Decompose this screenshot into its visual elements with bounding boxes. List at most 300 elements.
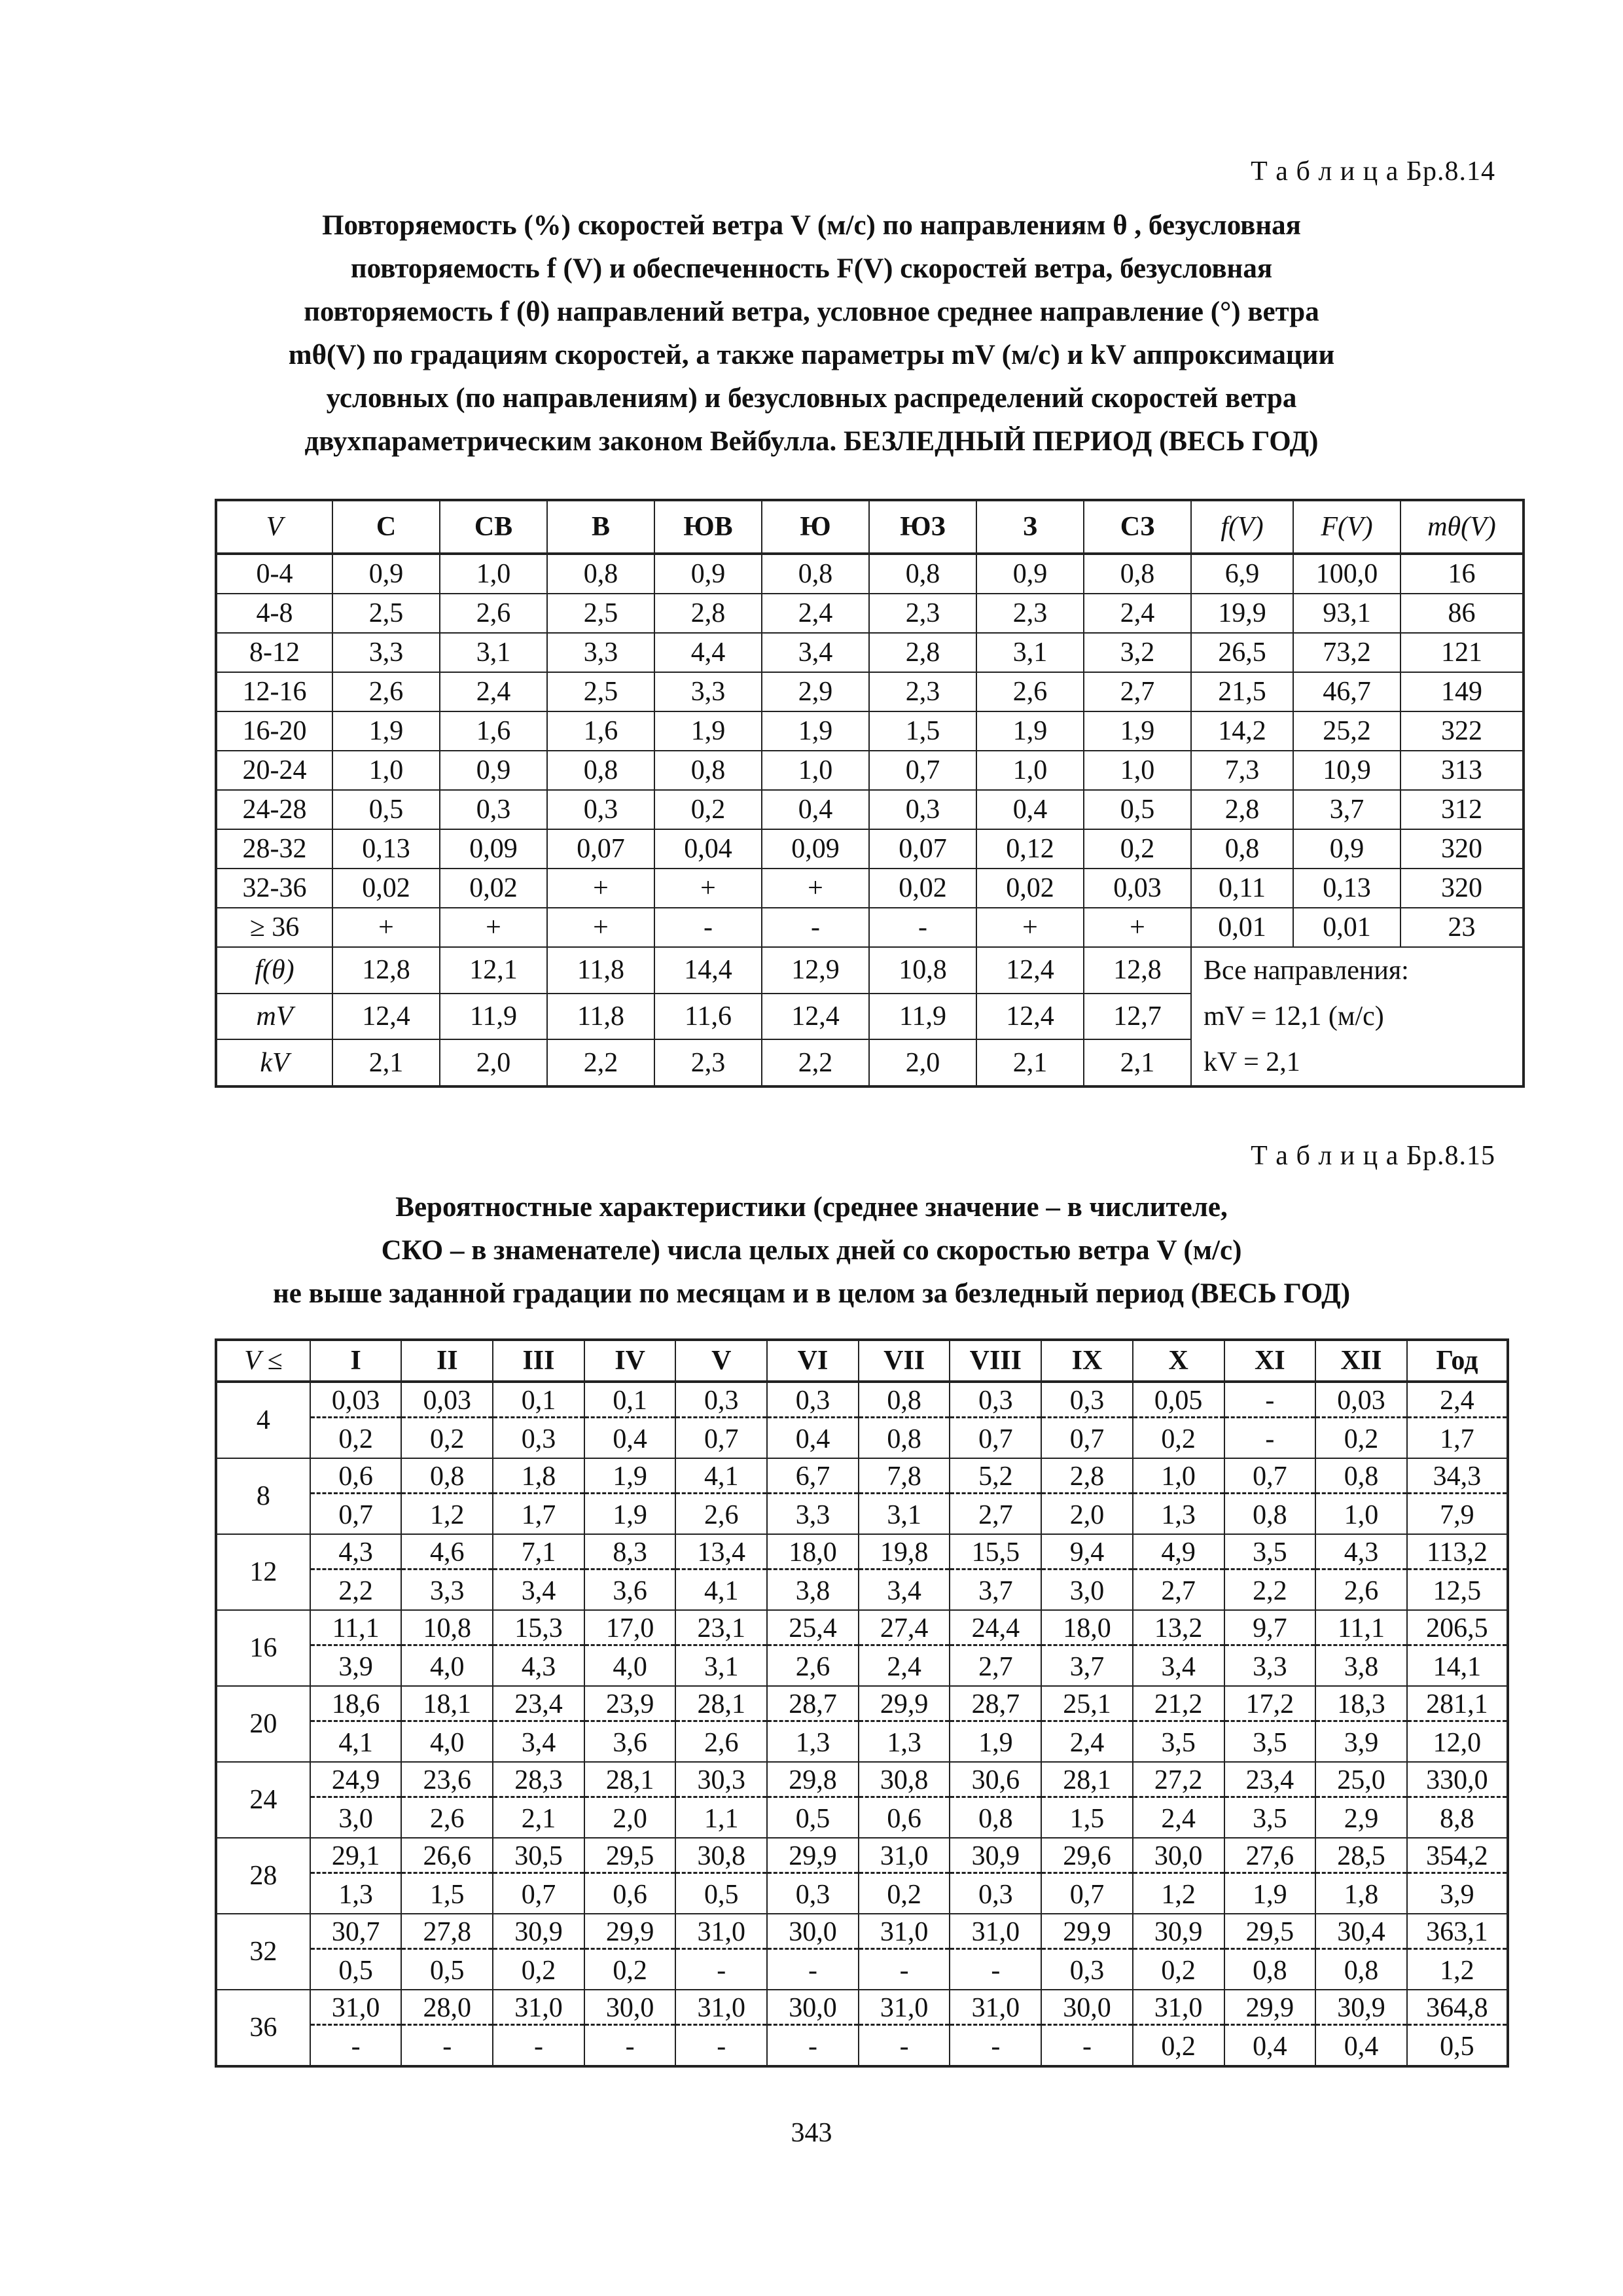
mean-value: 28,5	[1316, 1840, 1406, 1874]
mean-value: 30,7	[311, 1916, 401, 1950]
sd-cell: 0,5	[767, 1800, 859, 1838]
mean-value: 27,4	[859, 1613, 950, 1646]
mean-cell	[950, 1686, 1041, 1724]
sd-cell: 3,8	[767, 1572, 859, 1610]
mean-value: 19,8	[859, 1537, 950, 1570]
sd-cell: 0,2	[859, 1876, 950, 1914]
mean-cell	[493, 1458, 584, 1496]
mean-value: 5,2	[950, 1461, 1041, 1494]
sd-row	[216, 1952, 1508, 1990]
sd-cell: -	[675, 1952, 767, 1990]
table-cell: 1,9	[1084, 711, 1191, 751]
summary-row-header: mV	[216, 994, 332, 1040]
mean-value: 11,1	[311, 1613, 401, 1646]
mean-value: 0,1	[585, 1385, 675, 1418]
mean-cell	[1224, 1382, 1316, 1420]
table-cell: 121	[1400, 633, 1524, 672]
table-cell: 11,8	[547, 994, 654, 1040]
table-cell: 1,9	[976, 711, 1084, 751]
mean-value: 23,1	[676, 1613, 766, 1646]
sd-row	[216, 1420, 1508, 1458]
table-cell: 32-36	[216, 869, 332, 908]
mean-value: 0,8	[1316, 1461, 1406, 1494]
sd-cell: 0,6	[859, 1800, 950, 1838]
mean-cell	[1224, 1762, 1316, 1800]
mean-value: 29,9	[585, 1916, 675, 1950]
caption-line: условных (по направлениям) и безусловных распределений скоростей ветра	[326, 383, 1297, 414]
caption-line: СКО – в знаменателе) числа целых дней со скоростью ветра V (м/с)	[381, 1235, 1242, 1266]
table-cell: 1,6	[547, 711, 654, 751]
mean-value: 30,0	[1042, 1992, 1132, 2026]
table-cell: 0,8	[869, 554, 976, 594]
table-cell: 0,01	[1293, 908, 1400, 947]
sd-cell: 0,7	[950, 1420, 1041, 1458]
speed-cell: 28	[216, 1838, 310, 1914]
mean-value: 4,1	[676, 1461, 766, 1494]
table-cell: 12,4	[332, 994, 440, 1040]
table-cell: 23	[1400, 908, 1524, 947]
mean-row	[216, 1686, 1508, 1724]
mean-value: 29,9	[768, 1840, 858, 1874]
sd-cell: 2,2	[310, 1572, 402, 1610]
table-cell: 322	[1400, 711, 1524, 751]
table-cell: 46,7	[1293, 672, 1400, 711]
table-cell: 3,1	[440, 633, 547, 672]
sd-cell: 1,3	[859, 1724, 950, 1762]
mean-value: 17,2	[1225, 1689, 1315, 1722]
table-cell: 12,9	[762, 947, 869, 994]
speed-cell: 12	[216, 1534, 310, 1610]
mean-cell	[859, 1534, 950, 1572]
mean-cell	[584, 1534, 676, 1572]
table-cell: 2,6	[332, 672, 440, 711]
sd-cell: 3,4	[859, 1572, 950, 1610]
table-cell: 12,1	[440, 947, 547, 994]
mean-row	[216, 1534, 1508, 1572]
sd-cell: 0,3	[767, 1876, 859, 1914]
table-cell: 16	[1400, 554, 1524, 594]
sd-cell: 0,2	[310, 1420, 402, 1458]
column-header: IV	[584, 1340, 676, 1382]
column-header: VII	[859, 1340, 950, 1382]
mean-value: 4,9	[1133, 1537, 1224, 1570]
table-cell: 2,3	[869, 594, 976, 633]
mean-value: -	[1225, 1385, 1315, 1418]
mean-cell	[675, 1838, 767, 1876]
mean-cell	[859, 1990, 950, 2028]
table-cell: +	[547, 908, 654, 947]
mean-value: 31,0	[311, 1992, 401, 2026]
mean-value: 0,3	[1042, 1385, 1132, 1418]
mean-cell	[584, 1914, 676, 1952]
table-cell: 0,2	[1084, 829, 1191, 869]
mean-row	[216, 1382, 1508, 1420]
mean-cell	[1224, 1458, 1316, 1496]
mean-value: 27,8	[402, 1916, 492, 1950]
table-cell: 0,9	[654, 554, 762, 594]
mean-value: 11,1	[1316, 1613, 1406, 1646]
table-cell: 0,04	[654, 829, 762, 869]
mean-value: 17,0	[585, 1613, 675, 1646]
mean-value: 30,8	[676, 1840, 766, 1874]
sd-row	[216, 1724, 1508, 1762]
table-cell: 0,3	[440, 790, 547, 829]
sd-cell: 0,7	[1041, 1876, 1133, 1914]
mean-value: 25,0	[1316, 1765, 1406, 1798]
sd-cell: 0,4	[767, 1420, 859, 1458]
table-cell: 100,0	[1293, 554, 1400, 594]
column-header: III	[493, 1340, 584, 1382]
table-cell: 0,4	[762, 790, 869, 829]
table-row	[216, 869, 1524, 908]
table-cell: 0,7	[869, 751, 976, 790]
sd-cell: 2,9	[1315, 1800, 1407, 1838]
table-cell: 1,0	[976, 751, 1084, 790]
caption-line: mθ(V) по градациям скоростей, а также параметры mV (м/с) и kV аппроксимации	[288, 340, 1335, 370]
table-cell: 1,0	[762, 751, 869, 790]
mean-cell	[675, 1990, 767, 2028]
table-cell: 28-32	[216, 829, 332, 869]
column-header: V	[216, 500, 332, 554]
table-cell: 10,8	[869, 947, 976, 994]
table-cell: 10,9	[1293, 751, 1400, 790]
table-cell: 0,8	[547, 554, 654, 594]
mean-value: 30,9	[1133, 1916, 1224, 1950]
sd-cell: 4,0	[584, 1648, 676, 1686]
sd-cell: -	[1041, 2028, 1133, 2066]
table-cell: 3,3	[547, 633, 654, 672]
mean-value: 30,0	[1133, 1840, 1224, 1874]
column-header: VIII	[950, 1340, 1041, 1382]
caption-line: не выше заданной градации по месяцам и в целом за безледный период (ВЕСЬ ГОД)	[272, 1278, 1351, 1309]
mean-value: 4,3	[1316, 1537, 1406, 1570]
mean-cell	[401, 1762, 493, 1800]
mean-cell	[1041, 1610, 1133, 1648]
table-cell: 1,9	[762, 711, 869, 751]
mean-value: 30,3	[676, 1765, 766, 1798]
table-cell: 12-16	[216, 672, 332, 711]
table-cell: 0,11	[1191, 869, 1293, 908]
mean-value: 30,8	[859, 1765, 950, 1798]
mean-value: 1,8	[493, 1461, 584, 1494]
sd-cell: 1,7	[1407, 1420, 1508, 1458]
mean-cell	[950, 1762, 1041, 1800]
sd-cell: 0,8	[1224, 1952, 1316, 1990]
mean-cell	[310, 1762, 402, 1800]
all-directions-note	[1191, 947, 1524, 1086]
speed-cell: 24	[216, 1762, 310, 1838]
mean-value: 30,0	[768, 1992, 858, 2026]
table-cell: 73,2	[1293, 633, 1400, 672]
mean-cell	[950, 1610, 1041, 1648]
sd-cell: 3,1	[859, 1496, 950, 1534]
sd-cell: 0,2	[1133, 2028, 1224, 2066]
mean-value: 21,2	[1133, 1689, 1224, 1722]
table-cell: 0,8	[1084, 554, 1191, 594]
table-cell: 93,1	[1293, 594, 1400, 633]
table-row	[216, 751, 1524, 790]
mean-cell	[584, 1610, 676, 1648]
table-cell: 2,3	[869, 672, 976, 711]
mean-value: 28,7	[768, 1689, 858, 1722]
sd-cell: -	[950, 2028, 1041, 2066]
table-cell: +	[976, 908, 1084, 947]
mean-value: 18,1	[402, 1689, 492, 1722]
column-header: З	[976, 500, 1084, 554]
table-cell: 14,4	[654, 947, 762, 994]
mean-cell	[1315, 1838, 1407, 1876]
mean-value: 15,5	[950, 1537, 1041, 1570]
mean-cell	[675, 1534, 767, 1572]
column-header: F(V)	[1293, 500, 1400, 554]
mean-cell	[1224, 1990, 1316, 2028]
sd-row	[216, 1648, 1508, 1686]
table-14-label: Т а б л и ц а Бр.8.14	[1251, 156, 1495, 187]
table-cell: 0,8	[547, 751, 654, 790]
mean-value: 0,1	[493, 1385, 584, 1418]
table-cell: 2,8	[654, 594, 762, 633]
sd-cell: 0,5	[310, 1952, 402, 1990]
table-cell: 2,1	[332, 1039, 440, 1086]
table-row	[216, 672, 1524, 711]
mean-value: 8,3	[585, 1537, 675, 1570]
mean-value: 206,5	[1408, 1613, 1507, 1646]
table-cell: 2,5	[332, 594, 440, 633]
table-cell: 24-28	[216, 790, 332, 829]
table-cell: +	[332, 908, 440, 947]
sd-cell: 4,0	[401, 1648, 493, 1686]
mean-cell	[1407, 1914, 1508, 1952]
caption-line: Вероятностные характеристики (среднее значение – в числителе,	[395, 1192, 1228, 1223]
sd-cell: 3,9	[310, 1648, 402, 1686]
mean-cell	[767, 1914, 859, 1952]
sd-cell: 2,0	[1041, 1496, 1133, 1534]
sd-cell: 0,3	[1041, 1952, 1133, 1990]
mean-value: 354,2	[1408, 1840, 1507, 1874]
mean-cell	[950, 1534, 1041, 1572]
table-cell: 2,2	[547, 1039, 654, 1086]
mean-cell	[401, 1610, 493, 1648]
mean-row	[216, 1838, 1508, 1876]
table-cell: 1,9	[654, 711, 762, 751]
table-cell: 12,4	[976, 994, 1084, 1040]
mean-value: 13,2	[1133, 1613, 1224, 1646]
mean-cell	[675, 1382, 767, 1420]
table-cell: 0,02	[332, 869, 440, 908]
sd-cell: 2,6	[401, 1800, 493, 1838]
sd-cell: 3,5	[1133, 1724, 1224, 1762]
mean-cell	[493, 1534, 584, 1572]
mean-cell	[1407, 1686, 1508, 1724]
mean-value: 30,6	[950, 1765, 1041, 1798]
mean-value: 13,4	[676, 1537, 766, 1570]
sd-cell: 3,0	[310, 1800, 402, 1838]
mean-value: 31,0	[676, 1992, 766, 2026]
sd-cell: -	[584, 2028, 676, 2066]
caption-line: повторяемость f (V) и обеспеченность F(V) скоростей ветра, безусловная	[350, 253, 1273, 284]
mean-value: 6,7	[768, 1461, 858, 1494]
mean-cell	[859, 1914, 950, 1952]
sd-cell: 0,3	[950, 1876, 1041, 1914]
sd-cell: 0,5	[1407, 2028, 1508, 2066]
mean-value: 27,6	[1225, 1840, 1315, 1874]
mean-cell	[859, 1382, 950, 1420]
table-cell: 3,3	[332, 633, 440, 672]
mean-row	[216, 1990, 1508, 2028]
mean-cell	[1407, 1610, 1508, 1648]
summary-row	[216, 947, 1524, 994]
mean-cell	[1315, 1914, 1407, 1952]
mean-value: 2,8	[1042, 1461, 1132, 1494]
speed-cell: 32	[216, 1914, 310, 1990]
column-header: XI	[1224, 1340, 1316, 1382]
table-cell: 2,4	[762, 594, 869, 633]
table-cell: 2,0	[440, 1039, 547, 1086]
sd-cell: 1,0	[1315, 1496, 1407, 1534]
table-cell: 0,3	[547, 790, 654, 829]
table-cell: 12,7	[1084, 994, 1191, 1040]
table-cell: 11,9	[869, 994, 976, 1040]
mean-value: 29,8	[768, 1765, 858, 1798]
table-cell: 2,5	[547, 594, 654, 633]
table-row	[216, 790, 1524, 829]
sd-cell: -	[767, 2028, 859, 2066]
mean-value: 30,4	[1316, 1916, 1406, 1950]
sd-cell: 1,2	[1133, 1876, 1224, 1914]
sd-cell: 1,5	[1041, 1800, 1133, 1838]
table-cell: ≥ 36	[216, 908, 332, 947]
table-cell: 12,4	[762, 994, 869, 1040]
table-cell: 1,6	[440, 711, 547, 751]
mean-cell	[1224, 1686, 1316, 1724]
mean-cell	[1133, 1382, 1224, 1420]
sd-cell: 1,3	[767, 1724, 859, 1762]
mean-cell	[401, 1534, 493, 1572]
mean-cell	[1315, 1610, 1407, 1648]
column-header: VI	[767, 1340, 859, 1382]
table-cell: 1,9	[332, 711, 440, 751]
mean-value: 31,0	[676, 1916, 766, 1950]
sd-row	[216, 1800, 1508, 1838]
mean-cell	[401, 1838, 493, 1876]
mean-value: 2,4	[1408, 1385, 1507, 1418]
table-cell: 149	[1400, 672, 1524, 711]
sd-cell: 0,2	[401, 1420, 493, 1458]
sd-cell: 0,2	[584, 1952, 676, 1990]
mean-cell	[310, 1458, 402, 1496]
table-cell: 0,2	[654, 790, 762, 829]
sd-cell: 2,0	[584, 1800, 676, 1838]
column-header: ЮЗ	[869, 500, 976, 554]
mean-cell	[859, 1458, 950, 1496]
sd-cell: 0,4	[1224, 2028, 1316, 2066]
table-cell: 0,09	[762, 829, 869, 869]
table-cell: 0,5	[332, 790, 440, 829]
column-header: X	[1133, 1340, 1224, 1382]
sd-cell: 2,6	[675, 1724, 767, 1762]
mean-value: 28,0	[402, 1992, 492, 2026]
table-row	[216, 829, 1524, 869]
sd-cell: 0,8	[1224, 1496, 1316, 1534]
mean-value: 113,2	[1408, 1537, 1507, 1570]
sd-cell: 4,1	[310, 1724, 402, 1762]
mean-cell	[1041, 1458, 1133, 1496]
table-cell: 0,5	[1084, 790, 1191, 829]
mean-cell	[493, 1762, 584, 1800]
mean-cell	[767, 1382, 859, 1420]
mean-cell	[1224, 1914, 1316, 1952]
table-cell: 3,1	[976, 633, 1084, 672]
table-cell: 26,5	[1191, 633, 1293, 672]
sd-cell: 3,9	[1315, 1724, 1407, 1762]
table-cell: +	[654, 869, 762, 908]
mean-value: 27,2	[1133, 1765, 1224, 1798]
mean-value: 18,0	[768, 1537, 858, 1570]
mean-cell	[1133, 1838, 1224, 1876]
speed-cell: 20	[216, 1686, 310, 1762]
mean-value: 31,0	[859, 1916, 950, 1950]
column-header: Год	[1407, 1340, 1508, 1382]
table-cell: 2,0	[869, 1039, 976, 1086]
sd-cell: 0,4	[584, 1420, 676, 1458]
sd-cell: 3,6	[584, 1724, 676, 1762]
mean-cell	[493, 1610, 584, 1648]
sd-cell: 12,0	[1407, 1724, 1508, 1762]
mean-cell	[1041, 1382, 1133, 1420]
table-cell: -	[654, 908, 762, 947]
mean-value: 363,1	[1408, 1916, 1507, 1950]
mean-cell	[401, 1458, 493, 1496]
table-cell: 0,02	[440, 869, 547, 908]
mean-value: 1,0	[1133, 1461, 1224, 1494]
sd-cell: 0,7	[675, 1420, 767, 1458]
mean-value: 0,3	[950, 1385, 1041, 1418]
mean-cell	[1133, 1534, 1224, 1572]
table-cell: 0,9	[440, 751, 547, 790]
mean-value: 24,9	[311, 1765, 401, 1798]
mean-cell	[584, 1458, 676, 1496]
sd-cell: 3,4	[493, 1724, 584, 1762]
mean-cell	[675, 1610, 767, 1648]
table-cell: 7,3	[1191, 751, 1293, 790]
mean-cell	[493, 1686, 584, 1724]
sd-cell: 4,1	[675, 1572, 767, 1610]
mean-cell	[1041, 1914, 1133, 1952]
sd-cell: -	[310, 2028, 402, 2066]
sd-cell: 1,3	[1133, 1496, 1224, 1534]
mean-value: 0,6	[311, 1461, 401, 1494]
mean-value: 0,8	[402, 1461, 492, 1494]
mean-cell	[675, 1762, 767, 1800]
sd-cell: 3,6	[584, 1572, 676, 1610]
mean-row	[216, 1610, 1508, 1648]
sd-cell: 0,5	[675, 1876, 767, 1914]
table-cell: 25,2	[1293, 711, 1400, 751]
sd-cell: 3,3	[401, 1572, 493, 1610]
table-cell: 2,5	[547, 672, 654, 711]
mean-value: 4,6	[402, 1537, 492, 1570]
mean-value: 28,1	[585, 1765, 675, 1798]
table-14	[215, 499, 1525, 1088]
mean-value: 9,4	[1042, 1537, 1132, 1570]
mean-value: 0,3	[768, 1385, 858, 1418]
column-header: II	[401, 1340, 493, 1382]
mean-value: 31,0	[859, 1992, 950, 2026]
table-cell: 0,4	[976, 790, 1084, 829]
sd-cell: -	[493, 2028, 584, 2066]
table-cell: 0,01	[1191, 908, 1293, 947]
sd-cell: 2,7	[950, 1648, 1041, 1686]
